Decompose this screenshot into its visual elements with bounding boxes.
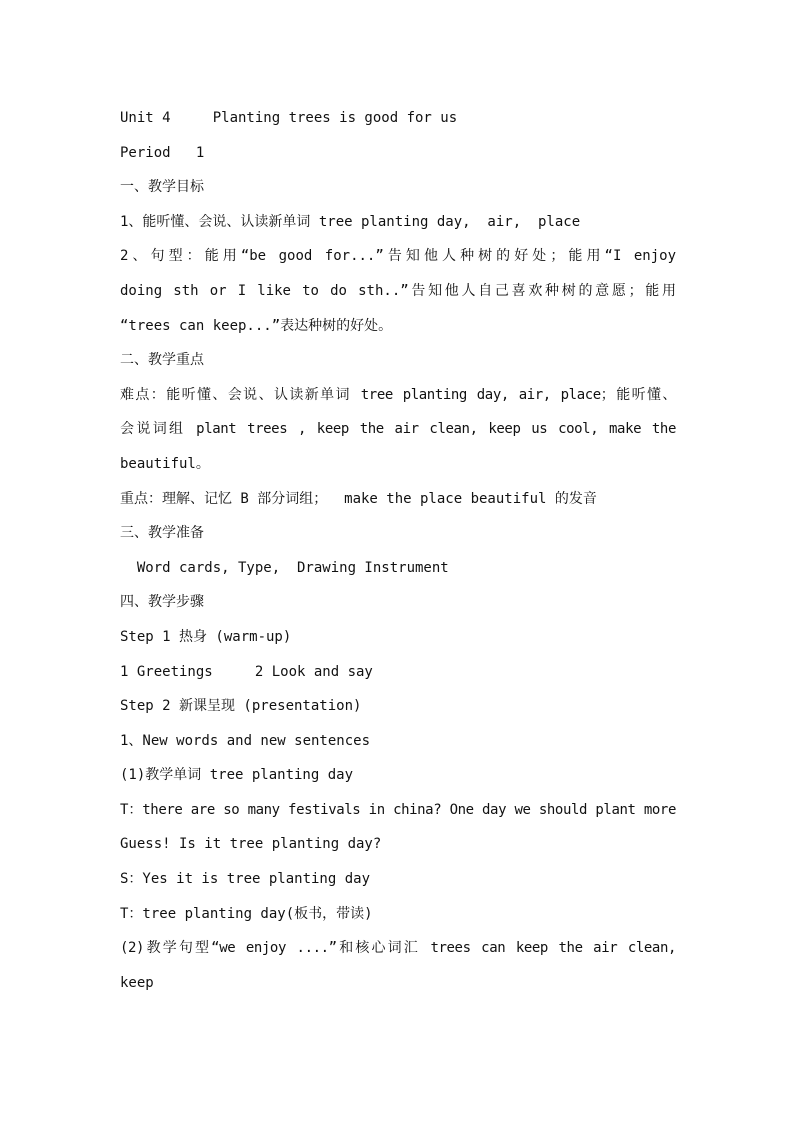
section-heading-objectives: 一、教学目标 — [120, 179, 204, 196]
objective-2-line-2: doing sth or I like to do sth..”告知他人自己喜欢种树的意愿；能用 — [120, 282, 676, 299]
teacher-line-3: T：tree planting day(板书，带读) — [120, 905, 373, 922]
objective-1: 1、能听懂、会说、认读新单词 tree planting day, air, place — [120, 213, 581, 230]
difficulty-line-1: 难点：能听懂、会说、认读新单词 tree planting day, air, place；能听懂、 — [120, 386, 676, 403]
objective-2-line-1: 2、句型：能用“be good for...”告知他人种树的好处；能用“I enjoy — [120, 248, 676, 265]
step-1-heading: Step 1 热身 (warm-up) — [120, 628, 292, 645]
section-heading-key-points: 二、教学重点 — [120, 352, 204, 369]
key-point: 重点：理解、记忆 B 部分词组； make the place beautiful 的发音 — [120, 490, 597, 507]
difficulty-line-2: 会说词组 plant trees , keep the air clean, keep us cool, make the — [120, 421, 676, 438]
period-label: Period 1 — [120, 144, 205, 161]
student-line: S：Yes it is tree planting day — [120, 871, 371, 888]
objective-2-line-3: “trees can keep...”表达种树的好处。 — [120, 317, 393, 334]
teacher-line-2: Guess! Is it tree planting day? — [120, 836, 382, 853]
section-heading-steps: 四、教学步骤 — [120, 594, 204, 611]
teach-sentence-continued: keep — [120, 974, 154, 991]
difficulty-line-3: beautiful。 — [120, 455, 210, 472]
document-page — [120, 101, 676, 1000]
new-words-heading: 1、New words and new sentences — [120, 732, 371, 749]
section-heading-preparation: 三、教学准备 — [120, 525, 204, 542]
step-2-heading: Step 2 新课呈现 (presentation) — [120, 698, 362, 715]
teach-word-item: (1)教学单词 tree planting day — [120, 767, 354, 784]
preparation-items: Word cards, Type, Drawing Instrument — [120, 559, 449, 576]
teacher-line-1: T：there are so many festivals in china? One day we should plant more — [120, 801, 676, 818]
step-1-activities: 1 Greetings 2 Look and say — [120, 663, 373, 680]
teach-sentence-item: (2)教学句型“we enjoy ....”和核心词汇 trees can keep the air clean, — [120, 940, 676, 957]
unit-title: Unit 4 Planting trees is good for us — [120, 110, 458, 126]
